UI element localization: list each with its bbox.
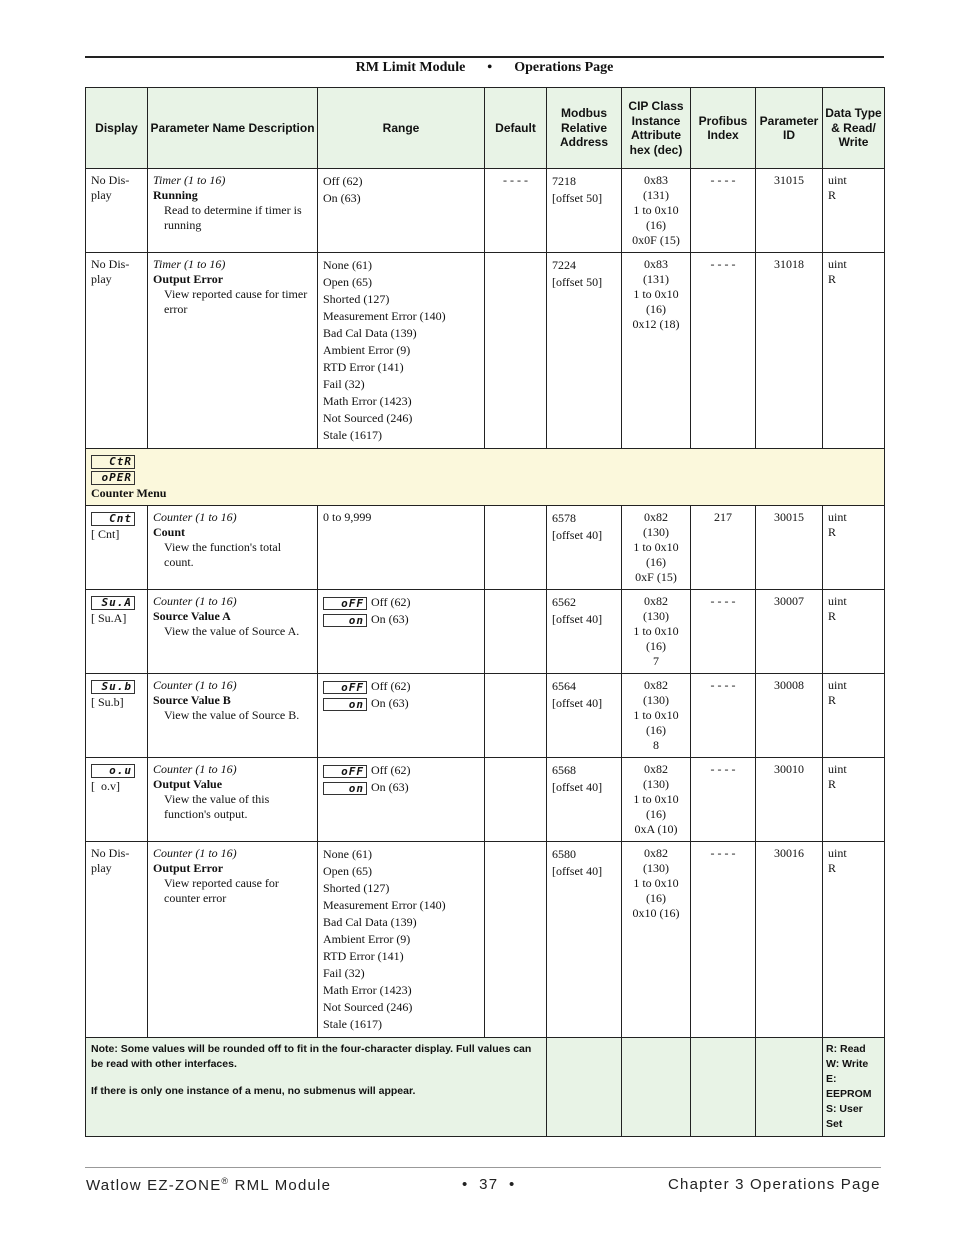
operations-table: [85, 87, 885, 1137]
profibus-cell: - - - -: [691, 253, 756, 449]
table-row: [86, 253, 885, 449]
page-number: • 37 •: [462, 1176, 516, 1193]
cip-line: (16): [646, 639, 666, 653]
cip-cell: [622, 590, 691, 674]
cip-line: 0x82: [644, 510, 668, 524]
table-row: [86, 590, 885, 674]
modbus-cell: [547, 674, 622, 758]
cip-line: 0xA (10): [634, 822, 678, 836]
footer-chapter: Chapter 3 Operations Page: [668, 1176, 881, 1193]
range-item: On (63): [371, 696, 409, 710]
data-type: uint: [828, 678, 847, 692]
default-cell: [485, 842, 547, 1038]
module-title: RM Limit Module: [355, 60, 466, 75]
param-name: Output Value: [153, 777, 223, 791]
default-cell: - - - -: [485, 169, 547, 253]
profibus-cell: - - - -: [691, 674, 756, 758]
display-cell: [86, 506, 148, 590]
modbus-offset: [offset 40]: [552, 528, 603, 542]
parameter-cell: [148, 842, 318, 1038]
cip-line: (130): [643, 861, 669, 875]
parameter-id-cell: 30016: [756, 842, 823, 1038]
param-desc: Read to determine if timer is running: [164, 203, 302, 232]
footer-product: Watlow EZ-ZONE: [86, 1177, 222, 1194]
col-modbus: Modbus Relative Address: [547, 88, 622, 169]
range-item: None (61): [323, 258, 372, 272]
range-item: Math Error (1423): [323, 394, 412, 408]
parameter-cell: [148, 674, 318, 758]
cip-line: (16): [646, 723, 666, 737]
footer-left: [86, 1176, 331, 1194]
data-type: uint: [828, 510, 847, 524]
modbus-cell: [547, 506, 622, 590]
param-scope: Counter (1 to 16): [153, 594, 237, 608]
lcd-on-icon: on: [323, 782, 367, 795]
display-code: [ Su.A]: [91, 611, 127, 625]
cip-line: (130): [643, 777, 669, 791]
cip-cell: [622, 674, 691, 758]
param-scope: Timer (1 to 16): [153, 257, 226, 271]
cip-line: 0x12 (18): [632, 317, 680, 331]
col-range: Range: [318, 88, 485, 169]
range-item: Open (65): [323, 864, 372, 878]
param-scope: Timer (1 to 16): [153, 173, 226, 187]
default-cell: [485, 590, 547, 674]
range-item: None (61): [323, 847, 372, 861]
param-name: Source Value A: [153, 609, 231, 623]
range-item: On (63): [371, 780, 409, 794]
table-row: [86, 169, 885, 253]
col-profibus: Profibus Index: [691, 88, 756, 169]
lcd-ctr-icon: CtR: [91, 455, 135, 469]
data-type-cell: [823, 506, 885, 590]
range-item: Off (62): [323, 174, 363, 188]
col-parameter-name: Parameter Name Description: [148, 88, 318, 169]
profibus-cell: - - - -: [691, 758, 756, 842]
default-cell: [485, 253, 547, 449]
access: R: [828, 609, 837, 623]
data-type: uint: [828, 594, 847, 608]
parameter-id-cell: 30008: [756, 674, 823, 758]
lcd-cnt-icon: Cnt: [91, 512, 135, 526]
modbus-offset: [offset 40]: [552, 612, 603, 626]
cip-line: 1 to 0x10: [633, 203, 679, 217]
cip-line: (16): [646, 555, 666, 569]
cip-line: (16): [646, 891, 666, 905]
display-cell: [86, 674, 148, 758]
cip-line: 1 to 0x10: [633, 792, 679, 806]
display-code: [ Cnt]: [91, 527, 120, 541]
display-cell: No Dis-play: [86, 169, 148, 253]
modbus-address: 6578: [552, 511, 576, 525]
parameter-cell: [148, 506, 318, 590]
modbus-cell: [547, 758, 622, 842]
range-item: Bad Cal Data (139): [323, 326, 417, 340]
cip-line: 0x82: [644, 846, 668, 860]
default-cell: [485, 506, 547, 590]
cip-cell: [622, 758, 691, 842]
modbus-cell: [547, 169, 622, 253]
param-scope: Counter (1 to 16): [153, 846, 237, 860]
modbus-address: 6568: [552, 763, 576, 777]
legend-cell: [823, 1038, 885, 1137]
range-item: Off (62): [371, 679, 411, 693]
note-blank-cell: [547, 1038, 622, 1137]
table-row: [86, 758, 885, 842]
data-type-cell: [823, 842, 885, 1038]
range-cell: [318, 590, 485, 674]
table-row: [86, 506, 885, 590]
range-cell: [318, 758, 485, 842]
range-item: Shorted (127): [323, 292, 390, 306]
data-type-cell: [823, 253, 885, 449]
modbus-address: 7218: [552, 174, 576, 188]
modbus-offset: [offset 40]: [552, 696, 603, 710]
modbus-address: 6564: [552, 679, 576, 693]
lcd-oper-icon: oPER: [91, 471, 135, 485]
range-item: RTD Error (141): [323, 949, 404, 963]
cip-line: 1 to 0x10: [633, 540, 679, 554]
cip-line: 0x82: [644, 762, 668, 776]
cip-line: (130): [643, 525, 669, 539]
range-item: Measurement Error (140): [323, 309, 446, 323]
cip-line: 0x83: [644, 257, 668, 271]
table-row: [86, 842, 885, 1038]
footer-rule: [85, 1167, 881, 1168]
cip-line: 7: [653, 654, 659, 668]
counter-menu-cell: [86, 449, 885, 506]
data-type-cell: [823, 590, 885, 674]
lcd-sub-icon: Su.b: [91, 680, 135, 694]
cip-line: (16): [646, 302, 666, 316]
range-item: Ambient Error (9): [323, 932, 411, 946]
cip-cell: [622, 506, 691, 590]
range-item: Math Error (1423): [323, 983, 412, 997]
param-name: Output Error: [153, 861, 224, 875]
display-code: [ Su.b]: [91, 695, 124, 709]
note-cell: [86, 1038, 547, 1137]
page-header: [85, 60, 884, 76]
display-code: [ o.v]: [91, 779, 120, 793]
range-item: Measurement Error (140): [323, 898, 446, 912]
access: R: [828, 861, 837, 875]
col-default: Default: [485, 88, 547, 169]
param-scope: Counter (1 to 16): [153, 762, 237, 776]
range-item: Ambient Error (9): [323, 343, 411, 357]
parameter-id-cell: 31015: [756, 169, 823, 253]
menu-label: Counter Menu: [91, 486, 167, 500]
range-item: Stale (1617): [323, 1017, 382, 1031]
lcd-on-icon: on: [323, 614, 367, 627]
legend-read: R: Read: [826, 1043, 866, 1055]
col-data-type: Data Type & Read/ Write: [823, 88, 885, 169]
param-desc: View the value of Source A.: [164, 624, 300, 638]
modbus-address: 7224: [552, 258, 576, 272]
range-cell: [318, 842, 485, 1038]
note-blank-cell: [756, 1038, 823, 1137]
parameter-id-cell: 30007: [756, 590, 823, 674]
footer-product-suffix: RML Module: [229, 1177, 332, 1194]
range-cell: 0 to 9,999: [318, 506, 485, 590]
cip-line: 1 to 0x10: [633, 624, 679, 638]
parameter-id-cell: 30010: [756, 758, 823, 842]
param-desc: View reported cause for counter error: [164, 876, 279, 905]
range-item: Off (62): [371, 595, 411, 609]
note-line-2: If there is only one instance of a menu, no submenus will appear.: [91, 1085, 416, 1097]
profibus-cell: - - - -: [691, 169, 756, 253]
modbus-cell: [547, 253, 622, 449]
access: R: [828, 525, 837, 539]
header-bullet: •: [487, 60, 493, 75]
legend-user-set: S: User Set: [826, 1103, 863, 1130]
profibus-cell: - - - -: [691, 590, 756, 674]
param-scope: Counter (1 to 16): [153, 678, 237, 692]
cip-cell: [622, 842, 691, 1038]
lcd-off-icon: oFF: [323, 597, 367, 610]
header-row: [86, 88, 885, 169]
param-name: Running: [153, 188, 198, 202]
range-item: Fail (32): [323, 377, 365, 391]
menu-row: [86, 449, 885, 506]
parameter-cell: [148, 253, 318, 449]
param-desc: View the value of this function's output.: [164, 792, 270, 821]
registered-mark: ®: [221, 1176, 230, 1186]
modbus-offset: [offset 50]: [552, 191, 603, 205]
col-cip: CIP Class Instance Attribute hex (dec): [622, 88, 691, 169]
page-title: Operations Page: [514, 60, 614, 75]
modbus-cell: [547, 842, 622, 1038]
range-item: Not Sourced (246): [323, 1000, 413, 1014]
access: R: [828, 693, 837, 707]
cip-line: (131): [643, 188, 669, 202]
param-name: Output Error: [153, 272, 224, 286]
cip-line: 0x83: [644, 173, 668, 187]
range-item: RTD Error (141): [323, 360, 404, 374]
note-blank-cell: [691, 1038, 756, 1137]
parameter-id-cell: 30015: [756, 506, 823, 590]
top-rule: [85, 56, 884, 58]
parameter-cell: [148, 590, 318, 674]
access: R: [828, 188, 837, 202]
display-cell: [86, 758, 148, 842]
param-desc: View the value of Source B.: [164, 708, 300, 722]
default-cell: [485, 674, 547, 758]
access: R: [828, 777, 837, 791]
lcd-sua-icon: Su.A: [91, 596, 135, 610]
cip-line: (130): [643, 609, 669, 623]
param-name: Count: [153, 525, 186, 539]
modbus-offset: [offset 40]: [552, 780, 603, 794]
cip-line: 0x0F (15): [632, 233, 680, 247]
range-item: Stale (1617): [323, 428, 382, 442]
display-cell: No Dis-play: [86, 842, 148, 1038]
cip-line: 0x10 (16): [632, 906, 680, 920]
cip-line: 0x82: [644, 678, 668, 692]
data-type-cell: [823, 674, 885, 758]
modbus-offset: [offset 40]: [552, 864, 603, 878]
default-cell: [485, 758, 547, 842]
data-type: uint: [828, 846, 847, 860]
range-cell: [318, 674, 485, 758]
cip-cell: [622, 253, 691, 449]
range-item: On (63): [371, 612, 409, 626]
range-cell: [318, 169, 485, 253]
lcd-off-icon: oFF: [323, 765, 367, 778]
profibus-cell: 217: [691, 506, 756, 590]
cip-cell: [622, 169, 691, 253]
cip-line: 1 to 0x10: [633, 876, 679, 890]
cip-line: (16): [646, 807, 666, 821]
cip-line: (130): [643, 693, 669, 707]
range-cell: [318, 253, 485, 449]
range-item: On (63): [323, 191, 361, 205]
range-item: Shorted (127): [323, 881, 390, 895]
lcd-on-icon: on: [323, 698, 367, 711]
cip-line: (131): [643, 272, 669, 286]
data-type: uint: [828, 762, 847, 776]
cip-line: 8: [653, 738, 659, 752]
note-line-1: Note: Some values will be rounded off to fit in the four-character display. Full values can be read with other interfaces.: [91, 1043, 532, 1070]
range-item: Off (62): [371, 763, 411, 777]
range-item: Not Sourced (246): [323, 411, 413, 425]
col-display: Display: [86, 88, 148, 169]
param-desc: View reported cause for timer error: [164, 287, 308, 316]
parameter-cell: [148, 169, 318, 253]
range-item: Open (65): [323, 275, 372, 289]
data-type: uint: [828, 173, 847, 187]
modbus-offset: [offset 50]: [552, 275, 603, 289]
lcd-off-icon: oFF: [323, 681, 367, 694]
access: R: [828, 272, 837, 286]
note-blank-cell: [622, 1038, 691, 1137]
range-item: Fail (32): [323, 966, 365, 980]
cip-line: 1 to 0x10: [633, 708, 679, 722]
modbus-address: 6562: [552, 595, 576, 609]
col-parameter-id: Parameter ID: [756, 88, 823, 169]
data-type-cell: [823, 169, 885, 253]
table-row: [86, 674, 885, 758]
lcd-ov-icon: o.u: [91, 764, 135, 778]
cip-line: 0xF (15): [635, 570, 677, 584]
modbus-cell: [547, 590, 622, 674]
legend-eeprom: E: EEPROM: [826, 1073, 872, 1100]
cip-line: (16): [646, 218, 666, 232]
param-scope: Counter (1 to 16): [153, 510, 237, 524]
data-type-cell: [823, 758, 885, 842]
cip-line: 0x82: [644, 594, 668, 608]
modbus-address: 6580: [552, 847, 576, 861]
legend-write: W: Write: [826, 1058, 869, 1070]
note-row: [86, 1038, 885, 1137]
range-item: Bad Cal Data (139): [323, 915, 417, 929]
param-desc: View the function's total count.: [164, 540, 282, 569]
data-type: uint: [828, 257, 847, 271]
parameter-id-cell: 31018: [756, 253, 823, 449]
profibus-cell: - - - -: [691, 842, 756, 1038]
param-name: Source Value B: [153, 693, 231, 707]
cip-line: 1 to 0x10: [633, 287, 679, 301]
parameter-cell: [148, 758, 318, 842]
display-cell: [86, 590, 148, 674]
display-cell: No Dis-play: [86, 253, 148, 449]
